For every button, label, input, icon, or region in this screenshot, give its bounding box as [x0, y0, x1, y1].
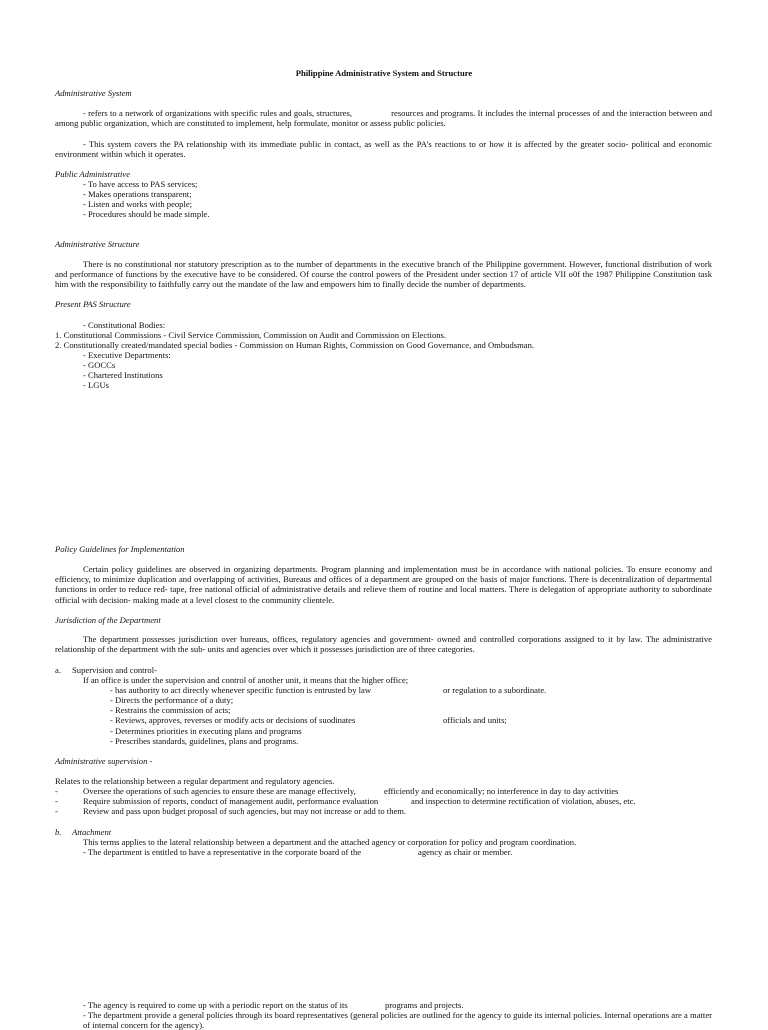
list-item: - LGUs [83, 380, 110, 390]
administrative-supervision-intro: Relates to the relationship between a regular department and regulatory agencies. [55, 776, 335, 786]
list-item: - GOCCs [83, 360, 116, 370]
paragraph-text: - refers to a network of organizations with specific rules and goals, structures, resources and programs. It includes the internal processes of and the interaction between and among public organization, which are constituted to implement, help formulate, monitor or assess public policies. [55, 108, 715, 129]
section-label-b: b. [55, 827, 62, 837]
list-item-continuation: officials and units; [443, 715, 507, 725]
list-item: - Makes operations transparent; [83, 189, 192, 199]
heading-policy-guidelines: Policy Guidelines for Implementation [55, 544, 185, 554]
document-title: Philippine Administrative System and Structure [295, 68, 473, 78]
heading-administrative-system: Administrative System [55, 88, 132, 98]
attachment-line: This terms applies to the lateral relationship between a department and the attached agency or corporation for policy and program coordination. [83, 837, 577, 847]
heading-public-administrative: Public Administrative [55, 169, 131, 179]
paragraph-policy-guidelines [55, 564, 712, 605]
heading-jurisdiction: Jurisdiction of the Department [55, 615, 161, 625]
list-item: Require submission of reports, conduct of management audit, performance evaluation [83, 796, 379, 806]
numbered-item: 1. Constitutional Commissions - Civil Service Commission, Commission on Audit and Commission on Elections. [55, 330, 447, 340]
heading-administrative-supervision: Administrative supervision - [55, 756, 153, 766]
list-item-continuation: agency as chair or member. [418, 847, 513, 857]
list-item: - has authority to act directly whenever specific function is entrusted by law [110, 685, 372, 695]
paragraph-administrative-system-1 [55, 108, 715, 129]
heading-present-pas-structure: Present PAS Structure [55, 299, 131, 309]
heading-supervision-and-control: Supervision and control- [72, 665, 157, 675]
heading-attachment: Attachment [72, 827, 112, 837]
paragraph-jurisdiction [55, 634, 712, 654]
list-item: - Listen and works with people; [83, 199, 193, 209]
section-label-a: a. [55, 665, 61, 675]
heading-administrative-structure: Administrative Structure [55, 239, 140, 249]
list-item: - Executive Departments: [83, 350, 171, 360]
list-item: - Prescribes standards, guidelines, plans and programs. [110, 736, 299, 746]
list-item: - The department provide a general policies through its board representatives (general policies are outlined for the agency to guide its internal policies. Internal operations are a matter of internal concern for the agency). [83, 1010, 712, 1030]
list-item: - Restrains the commission of acts; [110, 705, 231, 715]
list-item: - The department is entitled to have a representative in the corporate board of the [83, 847, 362, 857]
list-item: - Directs the performance of a duty; [110, 695, 234, 705]
list-item: - To have access to PAS services; [83, 179, 198, 189]
paragraph-text: Certain policy guidelines are observed in organizing departments. Program planning and implementation must be in accordance with national policies. To ensure economy and efficiency, to minimize duplication and overlapping of activities, Bureaus and offices of a department are grouped on the basis of major functions. There is decentralization of departmental functions in order to reduce red- tape, free national official of administrative details and relieve them of routine and local matters. There is delegation of appropriate authority to subordinate official with decision- making made at a level closest to the community clientele. [55, 564, 712, 605]
list-item: - The agency is required to come up with a periodic report on the status of its [83, 1000, 348, 1010]
paragraph-administrative-structure [55, 259, 712, 290]
list-item: - Procedures should be made simple. [83, 209, 210, 219]
paragraph-text: - This system covers the PA relationship with its immediate public in contact, as well as the PA’s reactions to or how it is affected by the greater socio- political and economic environment within which it operates. [55, 139, 712, 160]
paragraph-administrative-system-2 [55, 139, 712, 159]
list-item: - Determines priorities in executing plans and programs [110, 726, 302, 736]
list-item: - Reviews, approves, reverses or modify acts or decisions of suodinates [110, 715, 356, 725]
dash-bullet: - [55, 796, 58, 806]
paragraph-text: There is no constitutional nor statutory prescription as to the number of departments in the executive branch of the Philippine government. However, functional distribution of work and performance of functions by the executive have to be considered. Of course the control powers of the President under section 17 of article VII o0f the 1987 Philippine Constitution task him with the responsibility to faithfully carry out the mandate of the law and empowers him to finally decide the number of departments. [55, 259, 712, 290]
list-item-continuation: efficiently and economically; no interference in day to day activities [384, 786, 619, 796]
list-item: Review and pass upon budget proposal of such agencies, but may not increase or add to them. [83, 806, 407, 816]
dash-bullet: - [55, 806, 58, 816]
list-item-continuation: or regulation to a subordinate. [443, 685, 547, 695]
paragraph-text: The department possesses jurisdiction over bureaus, offices, regulatory agencies and government- owned and controlled corporations assigned to it by law. The administrative relationship of the department with the sub- units and agencies over which it possesses jurisdiction are of three categories. [55, 634, 712, 655]
numbered-item: 2. Constitutionally created/mandated special bodies - Commission on Human Rights, Commission on Good Governance, and Ombudsman. [55, 340, 535, 350]
list-item: Oversee the operations of such agencies to ensure these are manage effectively, [83, 786, 356, 796]
supervision-intro: If an office is under the supervision and control of another unit, it means that the higher office; [83, 675, 409, 685]
list-item-continuation: programs and projects. [385, 1000, 464, 1010]
list-item-continuation: and inspection to determine rectification of violation, abuses, etc. [411, 796, 636, 806]
dash-bullet: - [55, 786, 58, 796]
list-item: - Constitutional Bodies: [83, 320, 166, 330]
list-item: - Chartered Institutions [83, 370, 163, 380]
